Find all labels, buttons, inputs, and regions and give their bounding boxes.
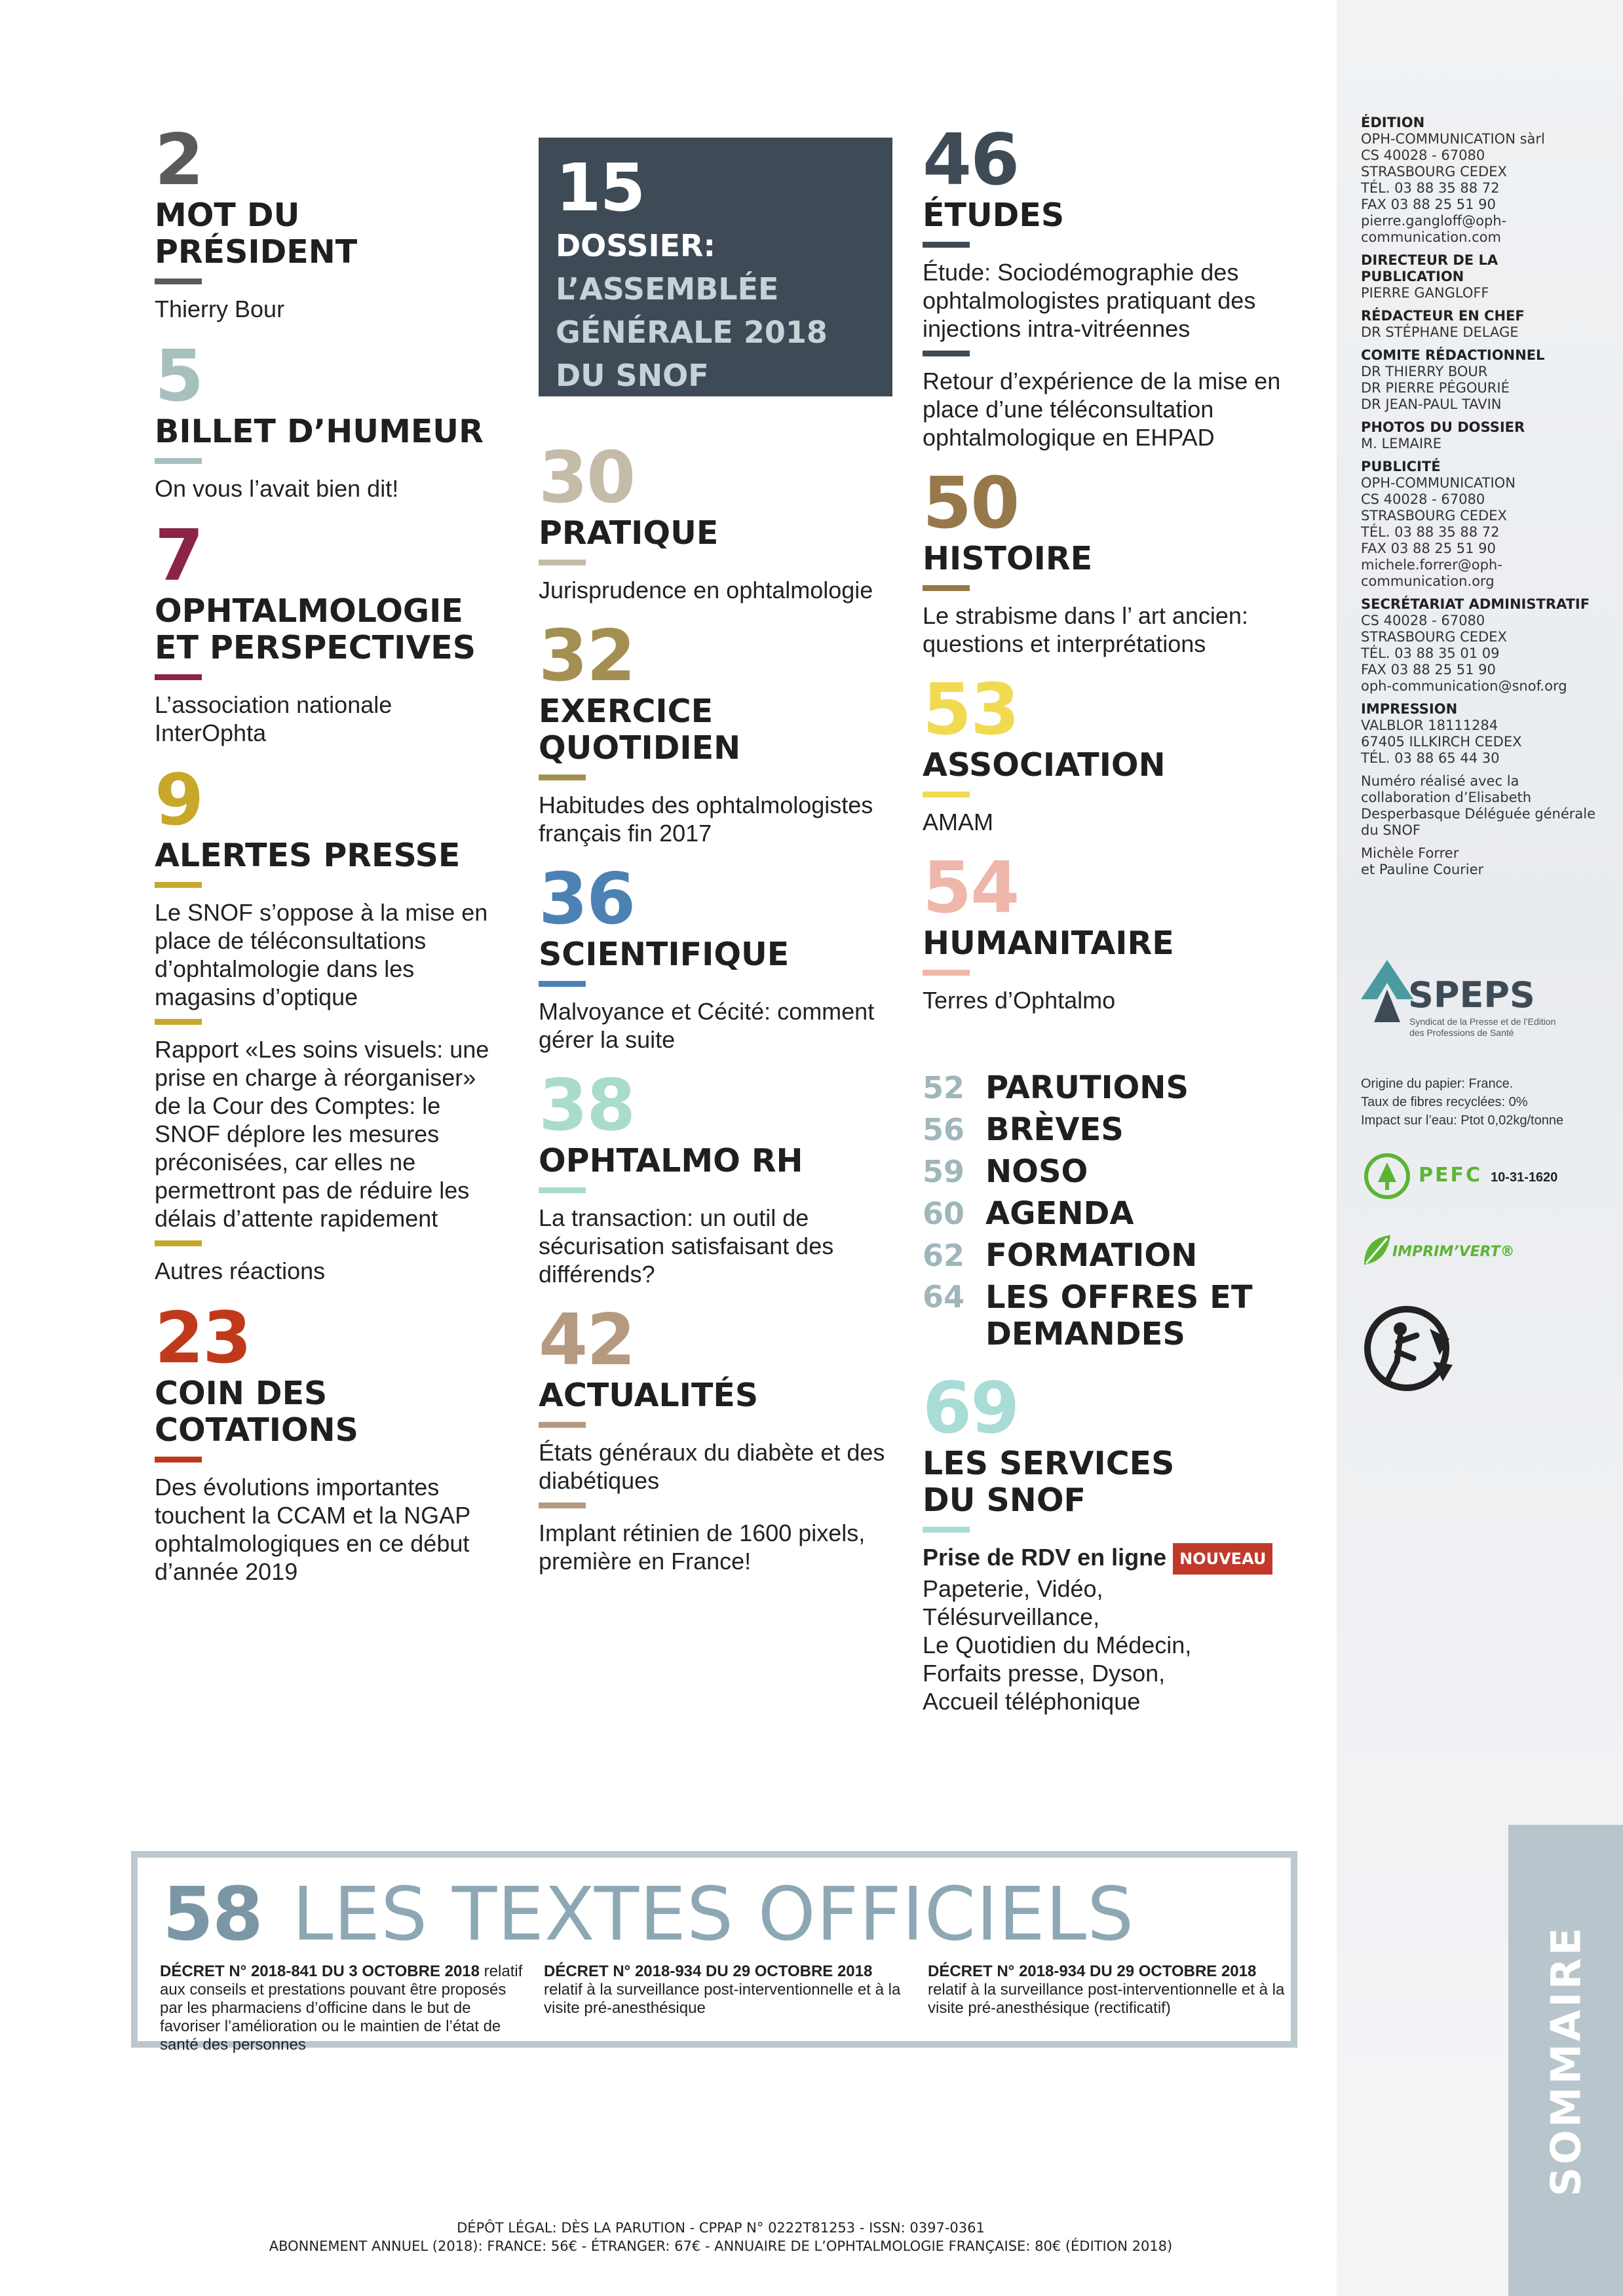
colophon-line: OPH-COMMUNICATION — [1361, 475, 1516, 491]
short-section-page: 62 — [923, 1238, 965, 1273]
toc-entry[interactable] — [155, 1297, 508, 1586]
colophon-heading: RÉDACTEUR EN CHEF — [1361, 308, 1525, 324]
colophon-line: STRASBOURG CEDEX — [1361, 164, 1507, 180]
short-section-label: FORMATION — [985, 1237, 1198, 1274]
toc-article-description[interactable]: Terres d’Ophtalmo — [923, 987, 1116, 1014]
services-lines — [923, 1575, 1303, 1715]
colophon-heading: SECRÉTARIAT ADMINISTRATIF — [1361, 596, 1590, 612]
toc-divider — [539, 1187, 586, 1193]
colophon-line: DR THIERRY BOUR — [1361, 364, 1488, 379]
service-item[interactable]: Papeterie, Vidéo, — [923, 1575, 1103, 1603]
toc-entry[interactable] — [539, 1065, 892, 1288]
paper-info-line: Origine du papier: France. — [1361, 1077, 1514, 1091]
colophon-line: FAX 03 88 25 51 90 — [1361, 541, 1496, 556]
toc-column-2 — [539, 437, 892, 1595]
toc-divider — [155, 458, 202, 464]
toc-divider — [155, 1019, 202, 1025]
toc-article-description[interactable]: Le strabisme dans l’ art ancien: questions et interprétations — [923, 602, 1248, 657]
toc-article-description[interactable]: Malvoyance et Cécité: comment gérer la suite — [539, 998, 875, 1053]
toc-article-description[interactable]: AMAM — [923, 809, 993, 835]
toc-entry[interactable] — [539, 858, 892, 1054]
paper-info-line: Taux de fibres recyclées: 0% — [1361, 1095, 1528, 1109]
toc-entry[interactable] — [155, 759, 508, 1285]
toc-page-number: 53 — [923, 669, 1019, 751]
sommaire-label: SOMMAIRE — [1542, 1924, 1590, 2196]
textes-officiels-box[interactable] — [131, 1851, 1297, 2054]
toc-divider — [155, 674, 202, 680]
colophon-group — [1361, 459, 1597, 590]
colophon-line: CS 40028 - 67080 — [1361, 613, 1485, 628]
toc-divider — [539, 560, 586, 565]
toc-divider — [155, 882, 202, 888]
toc-column-1 — [155, 119, 508, 1607]
colophon-group — [1361, 845, 1597, 878]
decree-1: DÉCRET N° 2018-841 DU 3 OCTOBRE 2018 relatif aux conseils et prestations pouvant être proposés par les pharmaciens d’officine dans le but de favoriser l’amélioration ou le maintien de l’état de santé des personnes — [160, 1962, 523, 2054]
short-section-label: AGENDA — [985, 1195, 1134, 1232]
new-badge: NOUVEAU — [1173, 1543, 1272, 1575]
decree-2: DÉCRET N° 2018-934 DU 29 OCTOBRE 2018 relatif à la surveillance post-interventionnelle et à la visite pré-anesthésique — [544, 1962, 901, 2017]
toc-section-title: OPHTALMOLOGIE ET PERSPECTIVES — [155, 592, 476, 666]
toc-section-title: SCIENTIFIQUE — [539, 936, 790, 973]
colophon-line: oph-communication@snof.org — [1361, 678, 1567, 694]
toc-page-number: 50 — [923, 463, 1019, 545]
toc-entry[interactable] — [539, 1299, 892, 1575]
pefc-icon — [1361, 1153, 1413, 1199]
toc-divider — [923, 970, 970, 976]
service-item[interactable]: Forfaits presse, Dyson, — [923, 1660, 1166, 1687]
toc-page-number: 9 — [155, 759, 203, 841]
short-section-page: 60 — [923, 1196, 965, 1231]
toc-page-number: 5 — [155, 335, 203, 417]
short-section-page: 59 — [923, 1154, 965, 1189]
toc-article-description[interactable]: L’association nationale InterOphta — [155, 691, 392, 746]
services-title: LES SERVICES DU SNOF — [923, 1445, 1175, 1519]
colophon — [1361, 115, 1597, 885]
toc-page-number: 42 — [539, 1299, 635, 1381]
services-section — [923, 1368, 1303, 1715]
toc-article-description[interactable]: Jurisprudence en ophtalmologie — [539, 577, 873, 603]
toc-divider — [539, 1502, 586, 1508]
toc-divider — [155, 278, 202, 284]
toc-divider — [923, 242, 970, 248]
colophon-line: communication.com — [1361, 229, 1501, 245]
colophon-line: DR JEAN-PAUL TAVIN — [1361, 396, 1502, 412]
toc-section-title: COIN DES COTATIONS — [155, 1375, 358, 1449]
colophon-line: STRASBOURG CEDEX — [1361, 508, 1507, 524]
toc-article-description[interactable]: Implant rétinien de 1600 pixels, première en France! — [539, 1520, 866, 1575]
toc-entry[interactable] — [539, 615, 892, 847]
paper-info-line: Impact sur l’eau: Ptot 0,02kg/tonne — [1361, 1113, 1564, 1128]
toc-article-description[interactable]: Retour d’expérience de la mise en place d’une téléconsultation ophtalmologique en EHPAD — [923, 368, 1281, 451]
toc-section-title: ALERTES PRESSE — [155, 837, 461, 874]
toc-page-number: 2 — [155, 119, 203, 201]
toc-page-number: 32 — [539, 615, 635, 697]
short-section-label: BRÈVES — [985, 1111, 1124, 1148]
service-item[interactable]: Télésurveillance, — [923, 1603, 1100, 1631]
colophon-line: pierre.gangloff@oph- — [1361, 213, 1507, 229]
colophon-line: OPH-COMMUNICATION sàrl — [1361, 131, 1545, 147]
toc-section-title: HISTOIRE — [923, 540, 1093, 577]
colophon-group — [1361, 419, 1597, 452]
short-section-list — [923, 1069, 1261, 1352]
services-highlight-row — [923, 1543, 1303, 1575]
short-section-item[interactable] — [923, 1279, 1261, 1352]
colophon-group — [1361, 252, 1597, 301]
dossier-box[interactable] — [539, 138, 892, 396]
colophon-line: communication.org — [1361, 573, 1495, 589]
short-section-item[interactable] — [923, 1195, 1261, 1237]
sommaire-side-tab — [1508, 1825, 1623, 2296]
toc-page-number: 23 — [155, 1297, 251, 1379]
toc-article-description[interactable]: Le SNOF s’oppose à la mise en place de téléconsultations d’ophtalmologie dans les magasins d’optique — [155, 899, 488, 1010]
textes-title: LES TEXTES OFFICIELS — [292, 1872, 1135, 1957]
colophon-line: Numéro réalisé avec la collaboration d’Elisabeth Desperbasque Déléguée générale du SNOF — [1361, 773, 1596, 838]
short-section-item[interactable] — [923, 1069, 1261, 1111]
toc-divider — [923, 351, 970, 356]
toc-column-3 — [923, 119, 1289, 1034]
colophon-line: M. LEMAIRE — [1361, 436, 1442, 451]
short-section-item[interactable] — [923, 1237, 1261, 1279]
colophon-line: DR STÉPHANE DELAGE — [1361, 324, 1519, 340]
colophon-line: STRASBOURG CEDEX — [1361, 629, 1507, 645]
toc-page-number: 36 — [539, 858, 635, 940]
colophon-line: TÉL. 03 88 35 88 72 — [1361, 524, 1500, 540]
toc-article-description[interactable]: On vous l’avait bien dit! — [155, 475, 399, 502]
toc-article-description[interactable]: Thierry Bour — [155, 296, 285, 322]
colophon-line: CS 40028 - 67080 — [1361, 491, 1485, 507]
imprimvert-name: IMPRIM’VERT® — [1392, 1244, 1515, 1260]
colophon-group — [1361, 701, 1597, 767]
speps-icon — [1361, 960, 1413, 1022]
colophon-line: PIERRE GANGLOFF — [1361, 285, 1489, 301]
colophon-heading: DIRECTEUR DE LA PUBLICATION — [1361, 252, 1499, 284]
colophon-heading: COMITE RÉDACTIONNEL — [1361, 347, 1545, 363]
footer-legal-1: DÉPÔT LÉGAL: DÈS LA PARUTION - CPPAP N° 0222T81253 - ISSN: 0397-0361 — [457, 2220, 985, 2236]
decree-3: DÉCRET N° 2018-934 DU 29 OCTOBRE 2018 relatif à la surveillance post-interventionnelle et à la visite pré-anesthésique (rectificatif) — [928, 1962, 1285, 2017]
colophon-line: DR PIERRE PÉGOURIÉ — [1361, 380, 1510, 396]
short-section-page: 56 — [923, 1112, 965, 1147]
toc-page-number: 46 — [923, 119, 1019, 201]
toc-page-number: 30 — [539, 437, 635, 519]
colophon-line: FAX 03 88 25 51 90 — [1361, 197, 1496, 212]
pefc-name: PEFC — [1419, 1164, 1482, 1187]
colophon-line: michele.forrer@oph- — [1361, 557, 1502, 573]
dossier-subtitle: L’ASSEMBLÉE GÉNÉRALE 2018 DU SNOF — [556, 271, 828, 393]
toc-entry[interactable] — [923, 847, 1289, 1014]
toc-article-description[interactable]: Étude: Sociodémographie des ophtalmologistes pratiquant des injections intra-vitréennes — [923, 259, 1256, 342]
toc-entry[interactable] — [155, 119, 508, 323]
toc-page-number: 38 — [539, 1065, 635, 1147]
toc-section-title: EXERCICE QUOTIDIEN — [539, 693, 741, 767]
toc-section-title: ACTUALITÉS — [539, 1377, 759, 1414]
toc-divider — [923, 585, 970, 591]
colophon-line: Michèle Forrer — [1361, 845, 1459, 861]
toc-divider — [155, 1240, 202, 1246]
toc-article-description[interactable]: Autres réactions — [155, 1257, 326, 1284]
colophon-line: TÉL. 03 88 35 88 72 — [1361, 180, 1500, 196]
imprimvert-logo — [1361, 1232, 1597, 1271]
toc-divider — [539, 775, 586, 780]
toc-section-title: BILLET D’HUMEUR — [155, 413, 484, 450]
colophon-heading: PUBLICITÉ — [1361, 459, 1441, 474]
recycling-logo — [1361, 1303, 1459, 1398]
colophon-group — [1361, 115, 1597, 246]
toc-article-description[interactable]: Habitudes des ophtalmologistes français fin 2017 — [539, 792, 873, 847]
toc-section-title: PRATIQUE — [539, 514, 719, 552]
short-section-label: LES OFFRES ET DEMANDES — [985, 1279, 1253, 1352]
speps-name: SPEPS — [1408, 974, 1535, 1016]
toc-section-title: ÉTUDES — [923, 197, 1065, 234]
toc-entry[interactable] — [155, 515, 508, 747]
triman-recycling-icon — [1361, 1303, 1459, 1394]
services-divider — [923, 1527, 970, 1533]
toc-page-number: 7 — [155, 515, 203, 597]
toc-divider — [923, 792, 970, 797]
paper-info — [1361, 1075, 1597, 1130]
colophon-line: TÉL. 03 88 35 01 09 — [1361, 645, 1500, 661]
colophon-line: TÉL. 03 88 65 44 30 — [1361, 750, 1500, 766]
toc-entry[interactable] — [155, 335, 508, 503]
services-highlight[interactable]: Prise de RDV en ligne — [923, 1544, 1167, 1571]
short-section-item[interactable] — [923, 1111, 1261, 1153]
short-section-label: NOSO — [985, 1153, 1088, 1190]
toc-article-description[interactable]: Des évolutions importantes touchent la CCAM et la NGAP ophtalmologiques en ce début d’année 2019 — [155, 1474, 470, 1585]
pefc-logo — [1361, 1153, 1597, 1199]
toc-article-description[interactable]: La transaction: un outil de sécurisation satisfaisant des différends? — [539, 1204, 834, 1288]
colophon-line: 67405 ILLKIRCH CEDEX — [1361, 734, 1522, 750]
leaf-icon — [1361, 1232, 1394, 1268]
colophon-heading: ÉDITION — [1361, 115, 1425, 130]
dossier-title: DOSSIER: — [556, 228, 716, 263]
services-page-number: 69 — [923, 1368, 1019, 1449]
short-section-page: 64 — [923, 1279, 965, 1314]
toc-entry[interactable] — [539, 437, 892, 604]
toc-section-title: MOT DU PRÉSIDENT — [155, 197, 358, 271]
speps-subtitle: Syndicat de la Presse et de l’Edition des Professions de Santé — [1409, 1016, 1556, 1038]
toc-divider — [539, 1422, 586, 1428]
toc-section-title: ASSOCIATION — [923, 746, 1166, 784]
toc-entry[interactable] — [923, 669, 1289, 836]
toc-article-description[interactable]: États généraux du diabète et des diabétiques — [539, 1439, 885, 1494]
dossier-page-number: 15 — [556, 149, 645, 226]
pefc-code: 10-31-1620 — [1491, 1170, 1558, 1185]
colophon-line: VALBLOR 18111284 — [1361, 718, 1499, 733]
toc-divider — [155, 1457, 202, 1463]
toc-entry[interactable] — [923, 119, 1289, 451]
short-section-item[interactable] — [923, 1153, 1261, 1195]
toc-entry[interactable] — [923, 463, 1289, 658]
colophon-line: et Pauline Courier — [1361, 862, 1484, 877]
short-section-label: PARUTIONS — [985, 1069, 1189, 1106]
service-item[interactable]: Le Quotidien du Médecin, — [923, 1632, 1192, 1659]
service-item[interactable]: Accueil téléphonique — [923, 1688, 1141, 1715]
colophon-heading: IMPRESSION — [1361, 701, 1458, 717]
toc-page-number: 54 — [923, 847, 1019, 929]
toc-section-title: HUMANITAIRE — [923, 925, 1174, 962]
colophon-line: CS 40028 - 67080 — [1361, 147, 1485, 163]
short-section-page: 52 — [923, 1070, 965, 1105]
textes-page-number: 58 — [162, 1872, 262, 1957]
toc-section-title: OPHTALMO RH — [539, 1142, 803, 1179]
colophon-group — [1361, 773, 1597, 839]
toc-divider — [539, 981, 586, 987]
colophon-group — [1361, 596, 1597, 695]
colophon-line: FAX 03 88 25 51 90 — [1361, 662, 1496, 678]
colophon-group — [1361, 308, 1597, 341]
colophon-group — [1361, 347, 1597, 413]
footer-legal-2: ABONNEMENT ANNUEL (2018): FRANCE: 56€ - ÉTRANGER: 67€ - ANNUAIRE DE L’OPHTALMOLOGIE FRANÇAISE: 80€ (ÉDITION 2018) — [269, 2238, 1173, 2254]
colophon-heading: PHOTOS DU DOSSIER — [1361, 419, 1525, 435]
toc-article-description[interactable]: Rapport «Les soins visuels: une prise en charge à réorganiser» de la Cour des Comptes: le SNOF déplore les mesures préconisées, car elles ne permettront pas de réduire les délais d’attente rapidement — [155, 1036, 489, 1232]
